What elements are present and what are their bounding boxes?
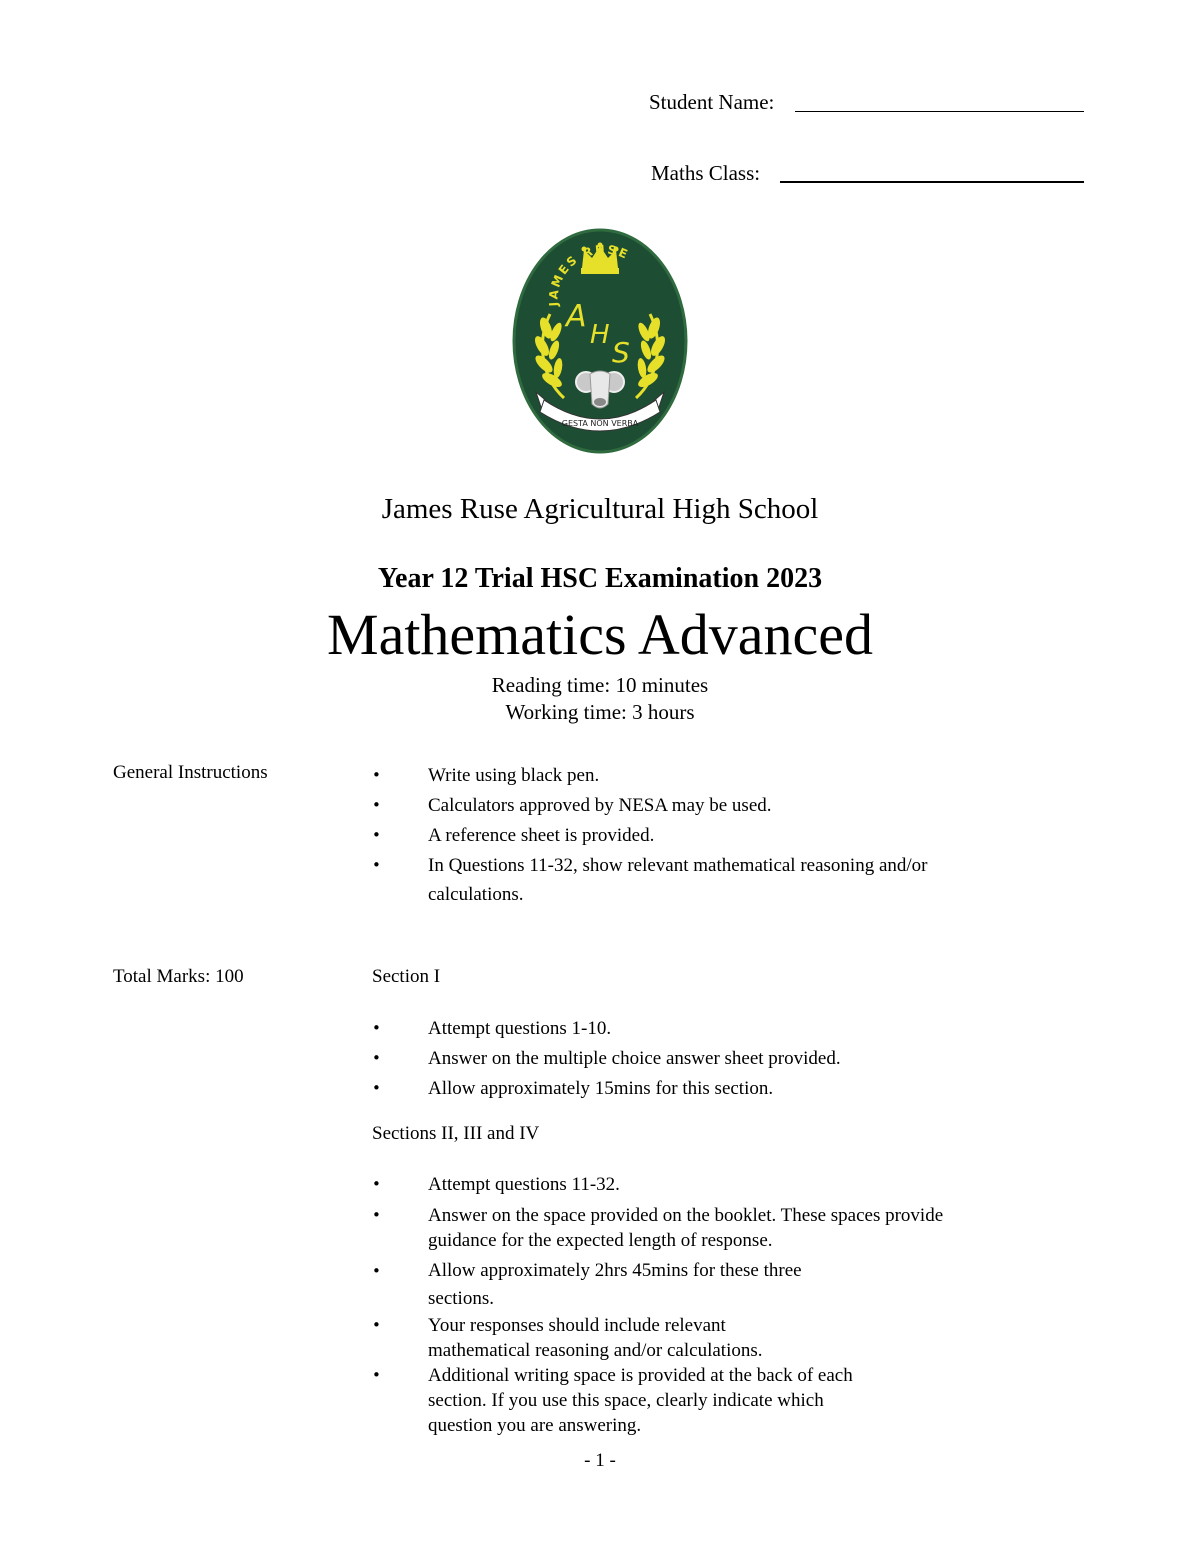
general-instructions-list	[372, 763, 942, 909]
crest-motto-top: JAMES RUSE	[546, 242, 632, 307]
list-item: • Attempt questions 11-32.	[372, 1174, 620, 1195]
section-2-heading: Sections II, III and IV	[372, 1123, 540, 1144]
list-item: • In Questions 11-32, show relevant mathematical reasoning and/or calculations.	[372, 851, 948, 909]
page-number: - 1 -	[584, 1450, 616, 1471]
reading-time: Reading time: 10 minutes	[491, 673, 709, 697]
bullet-icon: •	[372, 1079, 381, 1097]
list-item: • Your responses should include relevant mathematical reasoning and/or calculations.	[372, 1315, 763, 1361]
bullet-icon: •	[372, 1049, 381, 1067]
student-name-label: Student Name:	[649, 90, 775, 114]
section-1-heading: Section I	[372, 966, 441, 987]
list-item: • Calculators approved by NESA may be used.	[372, 795, 772, 816]
general-instructions-label: General Instructions	[113, 762, 268, 783]
bullet-icon: •	[372, 1175, 381, 1193]
bullet-icon: •	[372, 796, 381, 814]
school-crest-logo	[512, 228, 688, 454]
bullet-icon: •	[372, 826, 381, 844]
bullet-icon: •	[372, 1316, 381, 1334]
crest-initial-h: H	[590, 320, 610, 350]
section-1-list	[372, 1016, 942, 1101]
bullet-icon: •	[372, 1262, 381, 1280]
crest-initial-s: S	[612, 336, 630, 369]
section-2-list	[372, 1172, 947, 1438]
list-item: • Additional writing space is provided at the back of each section. If you use this space, clearly indicate which question you are answering.	[372, 1365, 853, 1436]
list-item: • Allow approximately 15mins for this section.	[372, 1078, 774, 1099]
bullet-icon: •	[372, 856, 381, 874]
school-name: James Ruse Agricultural High School	[381, 493, 819, 525]
bullet-icon: •	[372, 1206, 381, 1224]
list-item: • Answer on the multiple choice answer sheet provided.	[372, 1048, 841, 1069]
exam-title: Year 12 Trial HSC Examination 2023	[377, 563, 823, 594]
bullet-icon: •	[372, 1366, 381, 1384]
list-item: • A reference sheet is provided.	[372, 825, 655, 846]
working-time: Working time: 3 hours	[505, 700, 695, 724]
crest-motto-bottom: GESTA NON VERBA	[561, 419, 639, 428]
subject-title: Mathematics Advanced	[327, 602, 873, 667]
crest-initial-a: A	[566, 299, 587, 334]
maths-class-field[interactable]	[780, 181, 1084, 183]
bullet-icon: •	[372, 1019, 381, 1037]
list-item: • Allow approximately 2hrs 45mins for these three sections.	[372, 1257, 858, 1313]
student-name-field[interactable]	[795, 111, 1084, 112]
bullet-icon: •	[372, 766, 381, 784]
list-item: • Attempt questions 1-10.	[372, 1018, 612, 1039]
total-marks: Total Marks: 100	[113, 966, 244, 987]
maths-class-label: Maths Class:	[651, 161, 761, 185]
list-item: • Answer on the space provided on the booklet. These spaces provide guidance for the expected length of response.	[372, 1205, 944, 1251]
list-item: • Write using black pen.	[372, 765, 600, 786]
